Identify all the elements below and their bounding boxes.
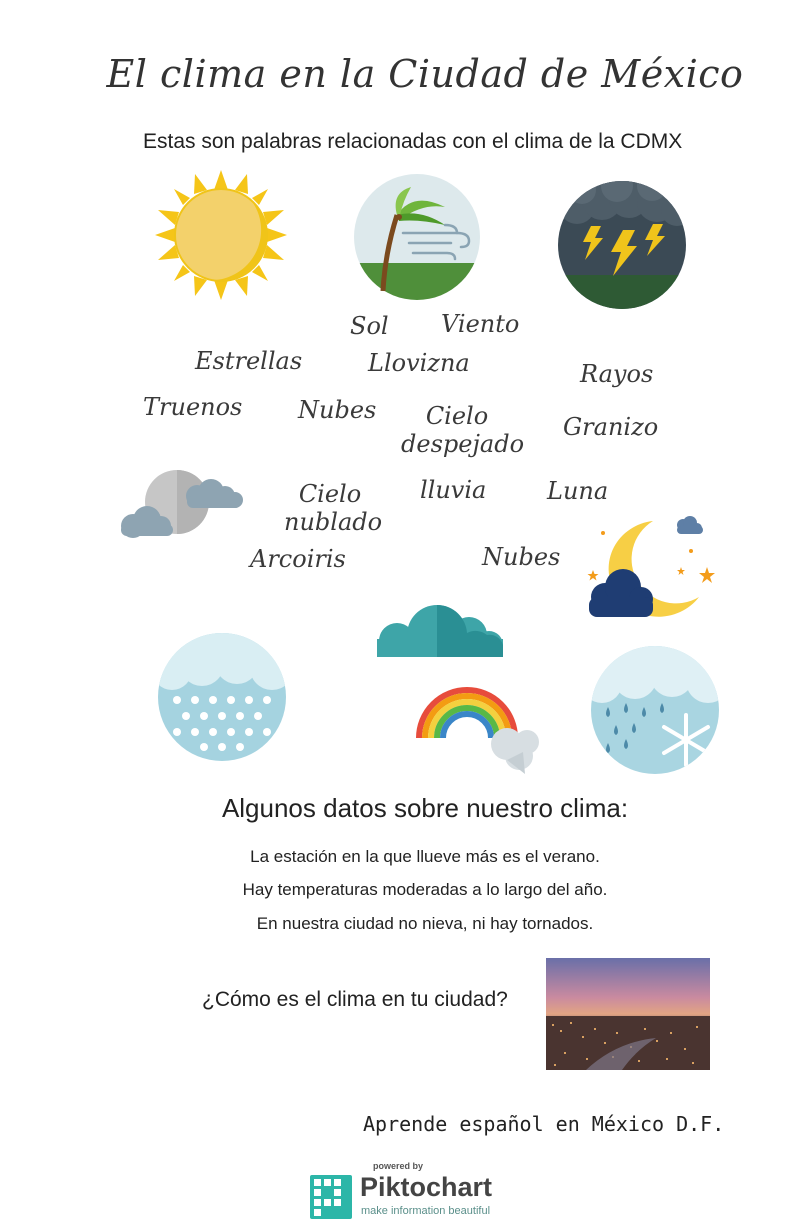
fact-item: En nuestra ciudad no nieva, ni hay tornados. — [256, 914, 594, 933]
word-luna: Luna — [547, 477, 609, 505]
word-nubes-2: Nubes — [482, 543, 561, 571]
windy-palm-icon — [353, 173, 481, 301]
word-sol: Sol — [350, 312, 389, 340]
brand-tagline: make information beautiful — [361, 1205, 491, 1217]
word-cielo-despejado: Cielo despejado — [401, 402, 525, 458]
word-lluvia: lluvia — [420, 476, 487, 504]
word-estrellas: Estrellas — [195, 347, 303, 375]
rainbow-icon — [413, 682, 543, 777]
powered-by-label: powered by — [373, 1161, 424, 1171]
rain-icon — [157, 632, 287, 762]
subtitle: Estas son palabras relacionadas con el clima de la CDMX — [143, 130, 683, 153]
word-arcoiris: Arcoiris — [250, 545, 346, 573]
word-rayos: Rayos — [580, 360, 654, 388]
word-llovizna: Llovizna — [368, 349, 470, 377]
word-cielo-nublado: Cielo nublado — [284, 480, 383, 536]
cloud-icon — [375, 603, 505, 657]
fact-item: La estación en la que llueve más es el verano. — [250, 847, 600, 866]
footer-text: Aprende español en México D.F. — [363, 1112, 725, 1136]
fact-item: Hay temperaturas moderadas a lo largo del año. — [242, 880, 608, 899]
cloudy-moon-icon — [113, 466, 245, 546]
page-title: El clima en la Ciudad de México — [106, 52, 744, 96]
word-viento: Viento — [441, 310, 520, 338]
city-photo — [546, 958, 710, 1070]
facts-heading: Algunos datos sobre nuestro clima: — [221, 793, 629, 823]
sun-icon — [155, 170, 287, 300]
question-text: ¿Cómo es el clima en tu ciudad? — [202, 988, 508, 1011]
word-granizo: Granizo — [563, 413, 659, 441]
word-truenos: Truenos — [143, 393, 243, 421]
storm-icon — [557, 180, 687, 310]
moon-night-icon — [583, 515, 718, 620]
piktochart-logo-icon — [310, 1175, 352, 1219]
word-nubes: Nubes — [298, 396, 377, 424]
hail-icon — [590, 645, 720, 775]
brand-name: Piktochart — [360, 1172, 493, 1202]
